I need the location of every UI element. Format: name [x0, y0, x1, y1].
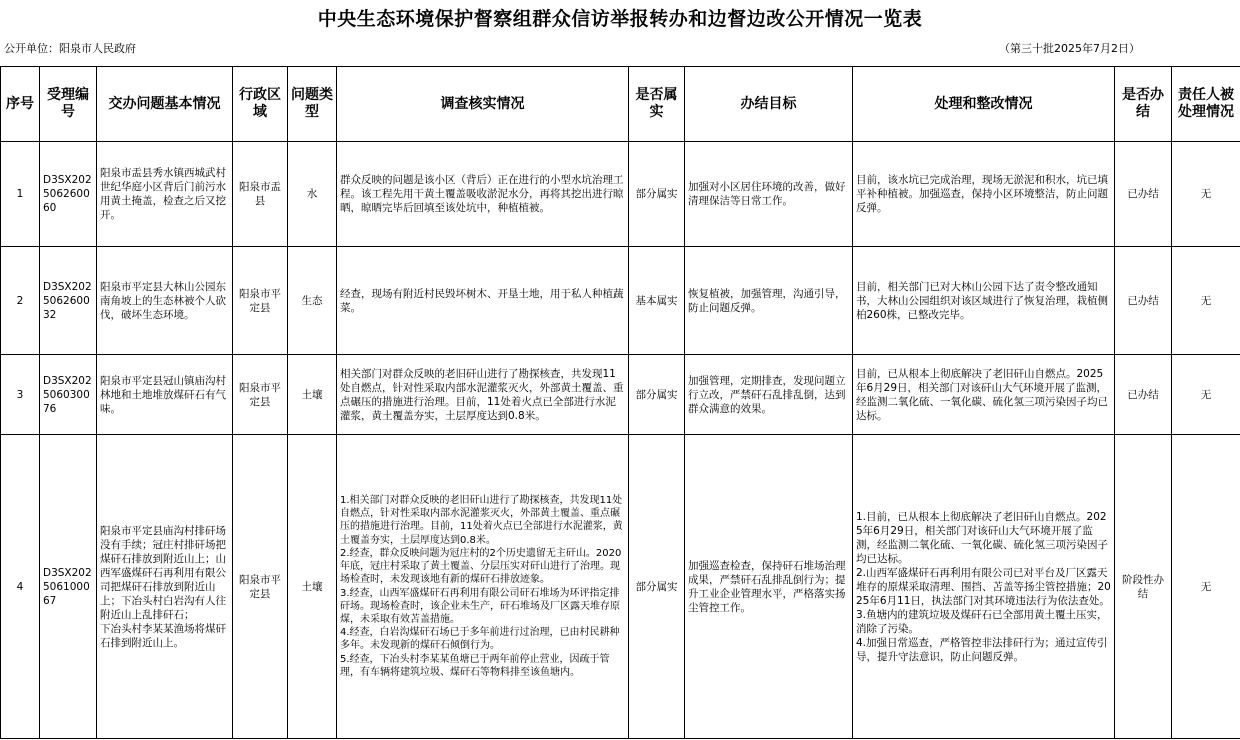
- region: 阳泉市盂县: [233, 142, 288, 247]
- table-row: [1, 142, 1240, 247]
- table-row: [1, 247, 1240, 355]
- case-id: D3SX2025060300 76: [40, 355, 97, 435]
- issue-description: 阳泉市盂县秀水镇西城武村世纪华庭小区背后门前污水用黄土掩盖，检查之后又挖开。: [97, 142, 233, 247]
- header-cell: 办结目标: [685, 67, 853, 142]
- header-cell: 问题类型: [288, 67, 337, 142]
- row-number: 3: [1, 355, 40, 435]
- header-cell: 是否属实: [629, 67, 685, 142]
- issue-type: 土壤: [288, 435, 337, 739]
- case-id: D3SX2025062600 60: [40, 142, 97, 247]
- rectification: 目前，已从根本上彻底解决了老旧矸山自燃点。2025年6月29日，相关部门对该矸山大气环境开展了监测，经监测二氧化硫、一氧化碳、硫化氢三项污染因子均已达标。: [853, 355, 1115, 435]
- investigation: 1.相关部门对群众反映的老旧矸山进行了勘探核查，共发现11处自燃点，针对性采取内部水泥灌浆灭火，外部黄土覆盖、重点碾压的措施进行治理。目前，11处着火点已全部进行水泥灌浆，黄土覆盖夯实，土层厚度达到0.8米。 2.经查，群众反映问题为冠庄村的2个历史遗留无主矸山。2020年底，冠庄村采取了黄土覆盖、分层压实对矸山进行了治理。现场检查时，未发现该地有新的煤矸石排放迹象。 3.经查，山西军盛煤矸石再利用有限公司矸石堆场为环评指定排矸场。现场检查时，该企业未生产，矸石堆场及厂区露天堆存原煤，未采取有效苫盖措施。 4.经查，白岩沟煤矸石场已于多年前进行过治理，已由村民耕种多年。未发现新的煤矸石倾倒行为。 5.经查，下冶头村李某某鱼塘已于两年前停止营业，因疏于管理，有车辆将建筑垃圾、煤矸石等物料排至该鱼塘内。: [337, 435, 629, 739]
- rectification: 目前，相关部门已对大林山公园下达了责令整改通知书，大林山公园组织对该区域进行了恢复治理，栽植侧柏260株，已整改完毕。: [853, 247, 1115, 355]
- issue-description: 阳泉市平定县冠山镇庙沟村林地和土地堆放煤矸石有气味。: [97, 355, 233, 435]
- rectification: 1.目前，已从根本上彻底解决了老旧矸山自燃点。2025年6月29日，相关部门对该矸山大气环境开展了监测，经监测二氧化硫、一氧化碳、硫化氢三项污染因子均已达标。 2.山西军盛煤矸石再利用有限公司已对平台及厂区露天堆存的原煤采取清理、围挡、苫盖等扬尘管控措施；2025年6月11日，执法部门对其环境违法行为依法查处。 3.鱼塘内的建筑垃圾及煤矸石已全部用黄土覆土压实，消除了污染。 4.加强日常巡查，严格管控非法排矸行为；通过宣传引导，提升守法意识，防止问题反弹。: [853, 435, 1115, 739]
- accountability: 无: [1172, 142, 1240, 247]
- header-cell: 调查核实情况: [337, 67, 629, 142]
- investigation: 相关部门对群众反映的老旧矸山进行了勘探核查，共发现11处自燃点，针对性采取内部水泥灌浆灭火，外部黄土覆盖、重点碾压的措施进行治理。目前，11处着火点已全部进行水泥灌浆，黄土覆盖夯实，土层厚度达到0.8米。: [337, 355, 629, 435]
- verified-status: 部分属实: [629, 355, 685, 435]
- completion-goal: 加强对小区居住环境的改善，做好清理保洁等日常工作。: [685, 142, 853, 247]
- region: 阳泉市平定县: [233, 355, 288, 435]
- investigation: 群众反映的问题是该小区（背后）正在进行的小型水坑治理工程。该工程先用干黄土覆盖吸收淤泥水分，再将其挖出进行晾晒，晾晒完毕后回填至该处坑中，种植植被。: [337, 142, 629, 247]
- table-row: [1, 355, 1240, 435]
- page-title: 中央生态环境保护督察组群众信访举报转办和边督边改公开情况一览表: [317, 8, 923, 30]
- completion-goal: 加强管理，定期排查，发现问题立行立改，严禁矸石乱排乱倒，达到群众满意的效果。: [685, 355, 853, 435]
- issue-type: 生态: [288, 247, 337, 355]
- completion-goal: 恢复植被，加强管理，沟通引导，防止问题反弹。: [685, 247, 853, 355]
- region: 阳泉市平定县: [233, 435, 288, 739]
- accountability: 无: [1172, 435, 1240, 739]
- table-row: [1, 435, 1240, 739]
- issue-description: 阳泉市平定县庙沟村排矸场没有手续；冠庄村排矸场把煤矸石排放到附近山上；山西军盛煤矸石再利用有限公司把煤矸石排放到附近山上；下冶头村白岩沟有人往附近山上乱排矸石； 下冶头村李某某渔场将煤矸石排到附近山上。: [97, 435, 233, 739]
- completion-status: 阶段性办结: [1115, 435, 1172, 739]
- case-id: D3SX2025061000 67: [40, 435, 97, 739]
- completion-status: 已办结: [1115, 355, 1172, 435]
- header-cell: 处理和整改情况: [853, 67, 1115, 142]
- header-cell: 责任人被处理情况: [1172, 67, 1240, 142]
- completion-status: 已办结: [1115, 247, 1172, 355]
- row-number: 2: [1, 247, 40, 355]
- issue-type: 水: [288, 142, 337, 247]
- header-cell: 交办问题基本情况: [97, 67, 233, 142]
- header-cell: 受理编号: [40, 67, 97, 142]
- investigation: 经查，现场有附近村民毁坏树木、开垦土地，用于私人种植蔬菜。: [337, 247, 629, 355]
- table-header-row: [1, 67, 1240, 142]
- batch-date: （第三十批2025年7月2日）: [999, 42, 1140, 55]
- accountability: 无: [1172, 247, 1240, 355]
- verified-status: 部分属实: [629, 435, 685, 739]
- row-number: 4: [1, 435, 40, 739]
- region: 阳泉市平定县: [233, 247, 288, 355]
- header-cell: 序号: [1, 67, 40, 142]
- accountability: 无: [1172, 355, 1240, 435]
- completion-goal: 加强巡查检查，保持矸石堆场治理成果，严禁矸石乱排乱倒行为；提升工业企业管理水平，严格落实扬尘管控工作。: [685, 435, 853, 739]
- verified-status: 部分属实: [629, 142, 685, 247]
- case-id: D3SX2025062600 32: [40, 247, 97, 355]
- header-cell: 是否办结: [1115, 67, 1172, 142]
- completion-status: 已办结: [1115, 142, 1172, 247]
- disclosure-table: [0, 66, 1240, 739]
- publishing-unit: 公开单位：阳泉市人民政府: [4, 42, 136, 55]
- rectification: 目前，该水坑已完成治理，现场无淤泥和积水，坑已填平补种植被。加强巡查，保持小区环境整洁，防止问题反弹。: [853, 142, 1115, 247]
- verified-status: 基本属实: [629, 247, 685, 355]
- issue-type: 土壤: [288, 355, 337, 435]
- row-number: 1: [1, 142, 40, 247]
- issue-description: 阳泉市平定县大林山公园东南角坡上的生态林被个人砍伐，破坏生态环境。: [97, 247, 233, 355]
- header-cell: 行政区域: [233, 67, 288, 142]
